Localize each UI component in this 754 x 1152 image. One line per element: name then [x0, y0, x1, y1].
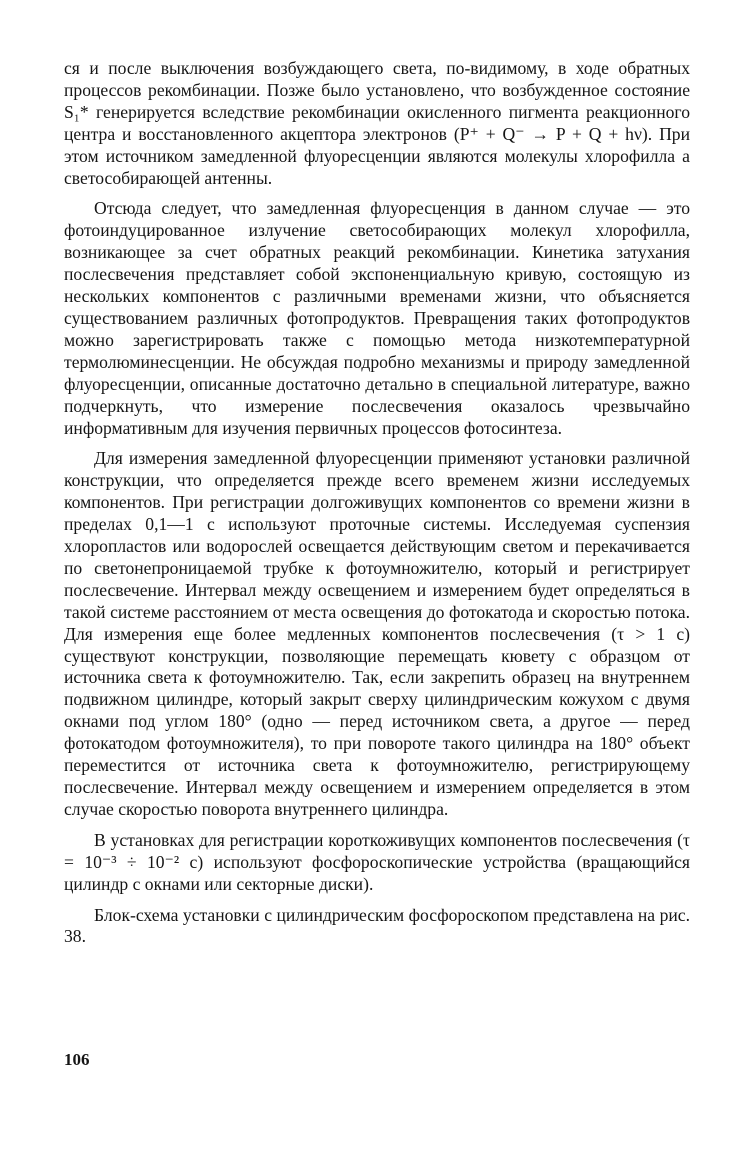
paragraph-1: ся и после выключения возбуждающего света, по-видимому, в ходе обратных процессов рекомбинации. Позже было установлено, что возбужденное состояние S₁* генерируется вследствие рекомбинации окисленного пигмента реакционного центра и восстановленного акцептора электронов (P⁺ + Q⁻ → P + Q + hν). При этом источником замедленной флуоресценции являются молекулы хлорофилла a светособирающей антенны.: [64, 58, 690, 188]
paragraph-5: Блок-схема установки с цилиндрическим фосфороскопом представлена на рис. 38.: [64, 904, 690, 947]
paragraph-4: В установках для регистрации короткоживущих компонентов послесвечения (τ = 10⁻³ ÷ 10⁻² с) используют фосфороскопические устройства (вращающийся цилиндр с окнами или секторные диски).: [64, 829, 690, 894]
body-text: [64, 58, 690, 957]
paragraph-2: Отсюда следует, что замедленная флуоресценция в данном случае — это фотоиндуцированное излучение светособирающих молекул хлорофилла, возникающее за счет обратных реакций рекомбинации. Кинетика затухания послесвечения представляет собой экспоненциальную кривую, состоящую из нескольких компонентов с различными временами жизни, что объясняется существованием различных фотопродуктов. Превращения таких фотопродуктов можно зарегистрировать также с помощью метода низкотемпературной термолюминесценции. Не обсуждая подробно механизмы и природу замедленной флуоресценции, описанные достаточно детально в специальной литературе, важно подчеркнуть, что измерение послесвечения оказалось чрезвычайно информативным для изучения первичных процессов фотосинтеза.: [64, 198, 690, 438]
page-number: 106: [64, 1050, 90, 1069]
paragraph-3: Для измерения замедленной флуоресценции применяют установки различной конструкции, что определяется прежде всего временем жизни исследуемых компонентов. При регистрации долгоживущих компонентов со времени жизни в пределах 0,1—1 с используют проточные системы. Исследуемая суспензия хлоропластов или водорослей освещается действующим светом и перекачивается по светонепроницаемой трубке к фотоумножителю, который и регистрирует послесвечение. Интервал между освещением и измерением будет определяться в такой системе расстоянием от места освещения до фотокатода и скоростью потока. Для измерения еще более медленных компонентов послесвечения (τ > 1 с) существуют конструкции, позволяющие перемещать кювету с образцом от источника света к фотоумножителю. Так, если закрепить образец на внутреннем подвижном цилиндре, который закрыт сверху цилиндрическим кожухом с двумя окнами под углом 180° (одно — перед источником света, а другое — перед фотокатодом фотоумножителя), то при повороте такого цилиндра на 180° объект переместится от источника света к фотоумножителю, регистрирующему послесвечение. Интервал между освещением и измерением определяется в этом случае скоростью поворота внутреннего цилиндра.: [64, 448, 690, 819]
